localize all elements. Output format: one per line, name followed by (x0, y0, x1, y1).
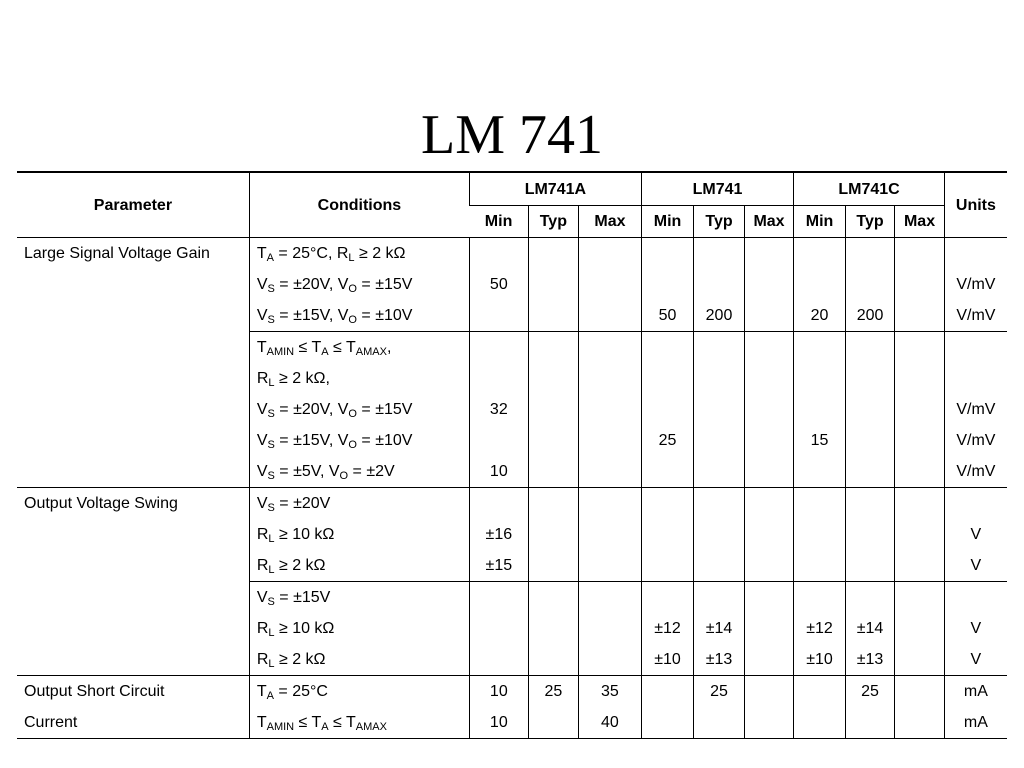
value-cell (794, 488, 846, 520)
value-cell (528, 456, 579, 488)
value-cell (845, 238, 894, 270)
value-cell (744, 582, 794, 614)
subheader-max: Max (579, 206, 642, 238)
value-cell (528, 582, 579, 614)
value-cell (579, 363, 642, 394)
value-cell (694, 269, 745, 300)
value-cell (845, 582, 894, 614)
parameter-cell (17, 550, 249, 582)
value-cell (845, 707, 894, 739)
spec-table (17, 171, 1007, 739)
subheader-typ: Typ (845, 206, 894, 238)
value-cell (744, 519, 794, 550)
parameter-cell (17, 300, 249, 332)
value-cell (694, 363, 745, 394)
value-cell (895, 332, 945, 364)
value-cell: 25 (845, 676, 894, 708)
value-cell (794, 676, 846, 708)
condition-cell: $R_L \ge 10$ kΩ (249, 613, 469, 644)
subheader-typ: Typ (694, 206, 745, 238)
value-cell (528, 332, 579, 364)
value-cell (641, 582, 694, 614)
value-cell (744, 332, 794, 364)
condition-cell: $R_L \ge 2$ kΩ, (249, 363, 469, 394)
slide-title: LM 741 (421, 104, 603, 166)
value-cell (641, 332, 694, 364)
value-cell (744, 269, 794, 300)
value-cell (895, 456, 945, 488)
table-row (17, 425, 1007, 456)
value-cell (744, 238, 794, 270)
value-cell (470, 488, 529, 520)
value-cell: 10 (470, 707, 529, 739)
value-cell: 35 (579, 676, 642, 708)
units-cell: V/mV (944, 300, 1007, 332)
value-cell (579, 519, 642, 550)
units-cell (944, 363, 1007, 394)
value-cell: 20 (794, 300, 846, 332)
value-cell (794, 269, 846, 300)
value-cell (845, 269, 894, 300)
value-cell (895, 519, 945, 550)
value-cell (845, 456, 894, 488)
value-cell (845, 394, 894, 425)
condition-cell: $V_S = \pm 5V$, $V_O = \pm 2V$ (249, 456, 469, 488)
value-cell (470, 582, 529, 614)
value-cell (579, 238, 642, 270)
subheader-typ: Typ (528, 206, 579, 238)
value-cell (895, 363, 945, 394)
subheader-max: Max (744, 206, 794, 238)
value-cell: 10 (470, 456, 529, 488)
value-cell (895, 582, 945, 614)
condition-cell: $V_S = \pm 20V$, $V_O = \pm 15V$ (249, 269, 469, 300)
value-cell (794, 707, 846, 739)
value-cell (528, 300, 579, 332)
table-row (17, 332, 1007, 364)
value-cell (694, 425, 745, 456)
value-cell (579, 394, 642, 425)
parameter-cell: Output Short Circuit (17, 676, 249, 708)
value-cell (744, 613, 794, 644)
value-cell (895, 300, 945, 332)
parameter-cell: Large Signal Voltage Gain (17, 238, 249, 270)
value-cell: ±16 (470, 519, 529, 550)
parameter-cell (17, 363, 249, 394)
header-units: Units (944, 172, 1007, 238)
value-cell (895, 425, 945, 456)
value-cell (641, 550, 694, 582)
value-cell (744, 488, 794, 520)
units-cell: V/mV (944, 394, 1007, 425)
value-cell: ±10 (794, 644, 846, 676)
units-cell (944, 488, 1007, 520)
parameter-cell: Current (17, 707, 249, 739)
table-row (17, 238, 1007, 270)
value-cell (694, 582, 745, 614)
value-cell (744, 300, 794, 332)
parameter-cell (17, 613, 249, 644)
subheader-min: Min (641, 206, 694, 238)
table-row (17, 456, 1007, 488)
value-cell (845, 550, 894, 582)
condition-cell: $V_S = \pm 15V$, $V_O = \pm 10V$ (249, 300, 469, 332)
parameter-cell (17, 425, 249, 456)
value-cell (744, 456, 794, 488)
value-cell (744, 394, 794, 425)
value-cell (744, 550, 794, 582)
value-cell (794, 582, 846, 614)
value-cell (694, 238, 745, 270)
value-cell: 200 (694, 300, 745, 332)
value-cell (641, 269, 694, 300)
header-parameter: Parameter (17, 172, 249, 238)
value-cell: ±12 (794, 613, 846, 644)
parameter-cell (17, 394, 249, 425)
value-cell (641, 394, 694, 425)
table-row (17, 300, 1007, 332)
value-cell (845, 332, 894, 364)
value-cell: 25 (641, 425, 694, 456)
units-cell: V/mV (944, 425, 1007, 456)
value-cell (528, 550, 579, 582)
value-cell: ±14 (845, 613, 894, 644)
units-cell: V (944, 519, 1007, 550)
units-cell: V/mV (944, 269, 1007, 300)
value-cell (694, 488, 745, 520)
units-cell: V (944, 613, 1007, 644)
units-cell (944, 238, 1007, 270)
value-cell (641, 456, 694, 488)
value-cell (579, 488, 642, 520)
value-cell (895, 394, 945, 425)
value-cell (470, 332, 529, 364)
value-cell (641, 238, 694, 270)
value-cell (895, 676, 945, 708)
value-cell (744, 676, 794, 708)
header-conditions: Conditions (249, 172, 469, 238)
value-cell (694, 707, 745, 739)
condition-cell: $V_S = \pm 20V$, $V_O = \pm 15V$ (249, 394, 469, 425)
table-row (17, 269, 1007, 300)
value-cell (794, 238, 846, 270)
value-cell: 32 (470, 394, 529, 425)
value-cell (579, 644, 642, 676)
value-cell (895, 644, 945, 676)
value-cell: 25 (528, 676, 579, 708)
value-cell (744, 425, 794, 456)
value-cell (744, 644, 794, 676)
value-cell (641, 363, 694, 394)
value-cell (694, 456, 745, 488)
value-cell (794, 550, 846, 582)
value-cell (579, 332, 642, 364)
value-cell (895, 269, 945, 300)
value-cell (528, 613, 579, 644)
value-cell (845, 488, 894, 520)
value-cell (641, 707, 694, 739)
spec-body (17, 238, 1007, 739)
value-cell (794, 456, 846, 488)
value-cell: 200 (845, 300, 894, 332)
value-cell: 50 (641, 300, 694, 332)
value-cell (895, 488, 945, 520)
condition-cell: $T_A = 25^\circ C$ (249, 676, 469, 708)
parameter-cell (17, 456, 249, 488)
condition-cell: $R_L \ge 2$ kΩ (249, 550, 469, 582)
value-cell (794, 363, 846, 394)
parameter-cell (17, 519, 249, 550)
condition-cell: $R_L \ge 2$ kΩ (249, 644, 469, 676)
value-cell (641, 676, 694, 708)
value-cell (528, 707, 579, 739)
subheader-max: Max (895, 206, 945, 238)
value-cell: ±10 (641, 644, 694, 676)
value-cell: 25 (694, 676, 745, 708)
parameter-cell: Output Voltage Swing (17, 488, 249, 520)
value-cell: 50 (470, 269, 529, 300)
value-cell (470, 644, 529, 676)
condition-cell: $T_{AMIN} \le T_A \le T_{AMAX}$ (249, 707, 469, 739)
value-cell (579, 550, 642, 582)
table-row (17, 613, 1007, 644)
units-cell: mA (944, 676, 1007, 708)
value-cell (528, 488, 579, 520)
value-cell (794, 519, 846, 550)
value-cell (694, 394, 745, 425)
subheader-min: Min (794, 206, 846, 238)
table-row (17, 582, 1007, 614)
condition-cell: $V_S = \pm 15V$, $V_O = \pm 10V$ (249, 425, 469, 456)
value-cell (845, 425, 894, 456)
units-cell: V/mV (944, 456, 1007, 488)
value-cell (528, 238, 579, 270)
value-cell: 40 (579, 707, 642, 739)
value-cell: ±15 (470, 550, 529, 582)
units-cell: V (944, 550, 1007, 582)
value-cell (528, 269, 579, 300)
parameter-cell (17, 269, 249, 300)
value-cell (694, 332, 745, 364)
value-cell: 15 (794, 425, 846, 456)
table-row (17, 363, 1007, 394)
table-row (17, 550, 1007, 582)
table-row (17, 644, 1007, 676)
value-cell (794, 332, 846, 364)
condition-cell: $V_S = \pm 15V$ (249, 582, 469, 614)
value-cell (470, 425, 529, 456)
value-cell (579, 425, 642, 456)
value-cell (694, 519, 745, 550)
header-group-lm741: LM741 (641, 172, 794, 206)
value-cell: ±13 (845, 644, 894, 676)
condition-cell: $T_{AMIN} \le T_A \le T_{AMAX}$, (249, 332, 469, 364)
units-cell (944, 332, 1007, 364)
value-cell (579, 300, 642, 332)
value-cell (470, 300, 529, 332)
parameter-cell (17, 582, 249, 614)
subheader-min: Min (470, 206, 529, 238)
value-cell: ±13 (694, 644, 745, 676)
units-cell (944, 582, 1007, 614)
condition-cell: $V_S = \pm 20V$ (249, 488, 469, 520)
value-cell (744, 363, 794, 394)
value-cell (641, 488, 694, 520)
value-cell (470, 238, 529, 270)
condition-cell: $R_L \ge 10$ kΩ (249, 519, 469, 550)
value-cell (528, 363, 579, 394)
value-cell (528, 394, 579, 425)
value-cell (794, 394, 846, 425)
value-cell (470, 613, 529, 644)
value-cell (694, 550, 745, 582)
value-cell (470, 363, 529, 394)
value-cell (579, 456, 642, 488)
condition-cell: $T_A = 25^\circ C$, $R_L \ge 2$ kΩ (249, 238, 469, 270)
value-cell (641, 519, 694, 550)
header-group-lm741c: LM741C (794, 172, 945, 206)
header-group-lm741a: LM741A (470, 172, 642, 206)
value-cell (579, 613, 642, 644)
value-cell (528, 644, 579, 676)
parameter-cell (17, 332, 249, 364)
value-cell: ±14 (694, 613, 745, 644)
units-cell: mA (944, 707, 1007, 739)
value-cell (528, 519, 579, 550)
value-cell (528, 425, 579, 456)
value-cell: 10 (470, 676, 529, 708)
value-cell (579, 582, 642, 614)
value-cell (579, 269, 642, 300)
table-row (17, 707, 1007, 739)
units-cell: V (944, 644, 1007, 676)
table-row (17, 676, 1007, 708)
table-row (17, 519, 1007, 550)
value-cell: ±12 (641, 613, 694, 644)
value-cell (895, 707, 945, 739)
table-row (17, 394, 1007, 425)
value-cell (895, 550, 945, 582)
value-cell (895, 613, 945, 644)
parameter-cell (17, 644, 249, 676)
value-cell (895, 238, 945, 270)
value-cell (744, 707, 794, 739)
table-row (17, 488, 1007, 520)
value-cell (845, 363, 894, 394)
value-cell (845, 519, 894, 550)
